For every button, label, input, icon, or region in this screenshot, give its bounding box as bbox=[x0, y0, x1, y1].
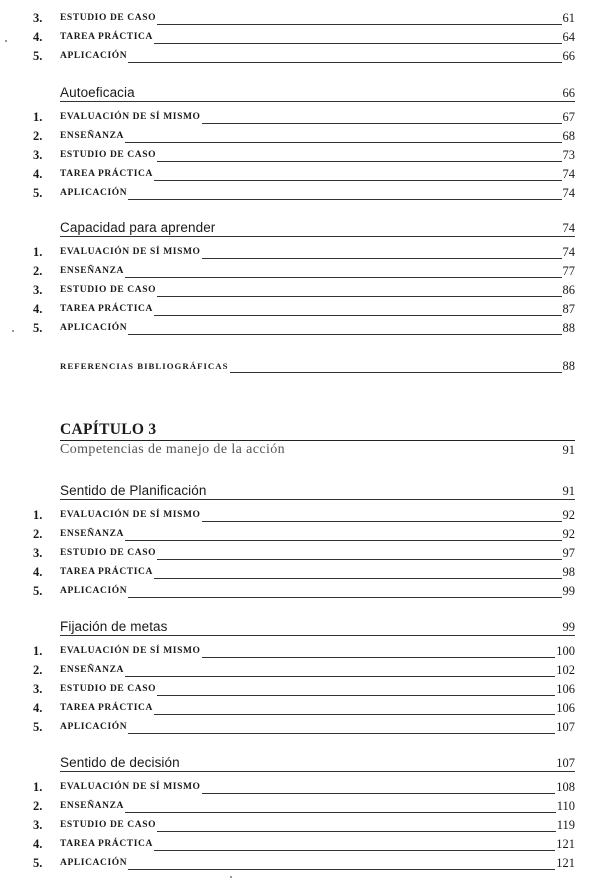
entry-number: 4. bbox=[33, 167, 43, 181]
entry-label: TAREA PRÁCTICA bbox=[60, 564, 154, 580]
entry-number: 5. bbox=[33, 856, 43, 870]
section-heading[interactable] bbox=[0, 754, 600, 772]
toc-entry[interactable] bbox=[0, 166, 600, 182]
entry-label: ENSEÑANZA bbox=[60, 526, 125, 542]
leader-line bbox=[60, 676, 575, 677]
entry-label: REFERENCIAS BIBLIOGRÁFICAS bbox=[60, 358, 230, 374]
entry-number: 3. bbox=[33, 148, 43, 162]
toc-entry-references[interactable] bbox=[0, 358, 600, 374]
section-rule bbox=[60, 499, 575, 500]
entry-number: 5. bbox=[33, 584, 43, 598]
entry-number: 2. bbox=[33, 129, 43, 143]
entry-page: 64 bbox=[562, 30, 575, 44]
entry-number: 3. bbox=[33, 682, 43, 696]
toc-entry[interactable] bbox=[0, 700, 600, 716]
section-page: 91 bbox=[562, 484, 575, 498]
leader-line bbox=[60, 540, 575, 541]
entry-label: ENSEÑANZA bbox=[60, 662, 125, 678]
entry-number: 3. bbox=[33, 818, 43, 832]
entry-page: 98 bbox=[562, 565, 575, 579]
entry-label: EVALUACIÓN DE SÍ MISMO bbox=[60, 244, 202, 260]
entry-label: APLICACIÓN bbox=[60, 48, 128, 64]
entry-label: ESTUDIO DE CASO bbox=[60, 681, 157, 697]
toc-entry[interactable] bbox=[0, 301, 600, 317]
entry-page: 77 bbox=[562, 264, 575, 278]
toc-entry[interactable] bbox=[0, 109, 600, 125]
leader-line bbox=[60, 277, 575, 278]
entry-number: 4. bbox=[33, 30, 43, 44]
entry-label: TAREA PRÁCTICA bbox=[60, 836, 154, 852]
section-title: Sentido de decisión bbox=[60, 755, 180, 770]
section-title: Sentido de Planificación bbox=[60, 483, 207, 498]
toc-entry[interactable] bbox=[0, 282, 600, 298]
entry-number: 5. bbox=[33, 321, 43, 335]
entry-page: 110 bbox=[556, 799, 575, 813]
entry-label: ESTUDIO DE CASO bbox=[60, 817, 157, 833]
toc-entry[interactable] bbox=[0, 855, 600, 871]
entry-label: ENSEÑANZA bbox=[60, 128, 125, 144]
entry-label: TAREA PRÁCTICA bbox=[60, 700, 154, 716]
toc-entry[interactable] bbox=[0, 48, 600, 64]
toc-entry[interactable] bbox=[0, 263, 600, 279]
entry-page: 74 bbox=[562, 186, 575, 200]
entry-label: ESTUDIO DE CASO bbox=[60, 147, 157, 163]
toc-entry[interactable] bbox=[0, 564, 600, 580]
entry-page: 102 bbox=[556, 663, 575, 677]
entry-page: 68 bbox=[562, 129, 575, 143]
toc-entry[interactable] bbox=[0, 545, 600, 561]
entry-page: 86 bbox=[562, 283, 575, 297]
entry-label: APLICACIÓN bbox=[60, 583, 128, 599]
entry-page: 92 bbox=[562, 508, 575, 522]
entry-page: 100 bbox=[556, 644, 575, 658]
entry-label: ESTUDIO DE CASO bbox=[60, 282, 157, 298]
entry-label: TAREA PRÁCTICA bbox=[60, 301, 154, 317]
entry-page: 88 bbox=[562, 321, 575, 335]
section-rule bbox=[60, 236, 575, 237]
toc-entry[interactable] bbox=[0, 507, 600, 523]
section-rule bbox=[60, 101, 575, 102]
entry-label: APLICACIÓN bbox=[60, 855, 128, 871]
section-title: Autoeficacia bbox=[60, 85, 135, 100]
entry-label: EVALUACIÓN DE SÍ MISMO bbox=[60, 779, 202, 795]
entry-number: 1. bbox=[33, 508, 43, 522]
toc-entry[interactable] bbox=[0, 185, 600, 201]
entry-number: 5. bbox=[33, 49, 43, 63]
entry-page: 61 bbox=[562, 11, 575, 25]
entry-number: 2. bbox=[33, 799, 43, 813]
entry-number: 1. bbox=[33, 644, 43, 658]
section-title: Capacidad para aprender bbox=[60, 220, 216, 235]
section-heading[interactable] bbox=[0, 618, 600, 636]
toc-entry[interactable] bbox=[0, 643, 600, 659]
entry-number: 4. bbox=[33, 565, 43, 579]
entry-page: 73 bbox=[562, 148, 575, 162]
entry-number: 4. bbox=[33, 302, 43, 316]
entry-label: ESTUDIO DE CASO bbox=[60, 545, 157, 561]
entry-number: 5. bbox=[33, 186, 43, 200]
entry-label: EVALUACIÓN DE SÍ MISMO bbox=[60, 109, 202, 125]
entry-page: 119 bbox=[556, 818, 575, 832]
entry-page: 108 bbox=[556, 780, 575, 794]
toc-entry[interactable] bbox=[0, 817, 600, 833]
entry-page: 92 bbox=[562, 527, 575, 541]
toc-entry[interactable] bbox=[0, 128, 600, 144]
leader-line bbox=[60, 199, 575, 200]
section-title: Fijación de metas bbox=[60, 619, 168, 634]
section-page: 107 bbox=[556, 756, 575, 770]
toc-entry[interactable] bbox=[0, 320, 600, 336]
entry-number: 3. bbox=[33, 283, 43, 297]
section-heading[interactable] bbox=[0, 482, 600, 500]
entry-number: 1. bbox=[33, 110, 43, 124]
entry-number: 2. bbox=[33, 527, 43, 541]
section-rule bbox=[60, 635, 575, 636]
toc-entry[interactable] bbox=[0, 798, 600, 814]
toc-entry[interactable] bbox=[0, 10, 600, 26]
scan-speck bbox=[5, 40, 7, 42]
toc-entry[interactable] bbox=[0, 662, 600, 678]
toc-entry[interactable] bbox=[0, 147, 600, 163]
leader-line bbox=[60, 334, 575, 335]
entry-page: 67 bbox=[562, 110, 575, 124]
entry-page: 121 bbox=[556, 837, 575, 851]
section-page: 66 bbox=[562, 86, 575, 100]
entry-number: 2. bbox=[33, 264, 43, 278]
leader-line bbox=[60, 869, 575, 870]
section-page: 74 bbox=[562, 221, 575, 235]
entry-page: 121 bbox=[556, 856, 575, 870]
entry-label: EVALUACIÓN DE SÍ MISMO bbox=[60, 643, 202, 659]
entry-number: 4. bbox=[33, 837, 43, 851]
leader-line bbox=[60, 142, 575, 143]
entry-page: 97 bbox=[562, 546, 575, 560]
chapter-subtitle-row[interactable] bbox=[0, 440, 600, 460]
entry-page: 74 bbox=[562, 245, 575, 259]
entry-label: ESTUDIO DE CASO bbox=[60, 10, 157, 26]
scan-speck bbox=[12, 330, 14, 332]
entry-label: APLICACIÓN bbox=[60, 185, 128, 201]
entry-number: 2. bbox=[33, 663, 43, 677]
entry-page: 87 bbox=[562, 302, 575, 316]
section-heading[interactable] bbox=[0, 84, 600, 102]
toc-entry[interactable] bbox=[0, 244, 600, 260]
toc-entry[interactable] bbox=[0, 836, 600, 852]
toc-entry[interactable] bbox=[0, 681, 600, 697]
entry-number: 1. bbox=[33, 245, 43, 259]
entry-label: TAREA PRÁCTICA bbox=[60, 29, 154, 45]
section-rule bbox=[60, 771, 575, 772]
leader-line bbox=[60, 733, 575, 734]
entry-number: 3. bbox=[33, 546, 43, 560]
entry-label: EVALUACIÓN DE SÍ MISMO bbox=[60, 507, 202, 523]
chapter-page: 91 bbox=[562, 443, 575, 457]
entry-page: 74 bbox=[562, 167, 575, 181]
entry-number: 4. bbox=[33, 701, 43, 715]
toc-entry[interactable] bbox=[0, 583, 600, 599]
chapter-heading bbox=[60, 419, 575, 441]
entry-number: 3. bbox=[33, 11, 43, 25]
scan-speck bbox=[230, 876, 232, 878]
entry-page: 66 bbox=[562, 49, 575, 63]
toc-entry[interactable] bbox=[0, 29, 600, 45]
entry-page: 88 bbox=[562, 359, 575, 373]
entry-label: ENSEÑANZA bbox=[60, 798, 125, 814]
leader-line bbox=[60, 812, 575, 813]
chapter-subtitle: Competencias de manejo de la acción bbox=[60, 442, 286, 457]
entry-label: APLICACIÓN bbox=[60, 719, 128, 735]
leader-line bbox=[60, 62, 575, 63]
entry-page: 106 bbox=[556, 682, 575, 696]
toc-entry[interactable] bbox=[0, 779, 600, 795]
entry-label: TAREA PRÁCTICA bbox=[60, 166, 154, 182]
entry-label: APLICACIÓN bbox=[60, 320, 128, 336]
entry-page: 106 bbox=[556, 701, 575, 715]
entry-number: 1. bbox=[33, 780, 43, 794]
section-heading[interactable] bbox=[0, 219, 600, 237]
entry-page: 99 bbox=[562, 584, 575, 598]
entry-number: 5. bbox=[33, 720, 43, 734]
toc-entry[interactable] bbox=[0, 526, 600, 542]
entry-page: 107 bbox=[556, 720, 575, 734]
toc-entry[interactable] bbox=[0, 719, 600, 735]
section-page: 99 bbox=[562, 620, 575, 634]
entry-label: ENSEÑANZA bbox=[60, 263, 125, 279]
chapter-title: CAPÍTULO 3 bbox=[60, 421, 157, 438]
leader-line bbox=[60, 597, 575, 598]
